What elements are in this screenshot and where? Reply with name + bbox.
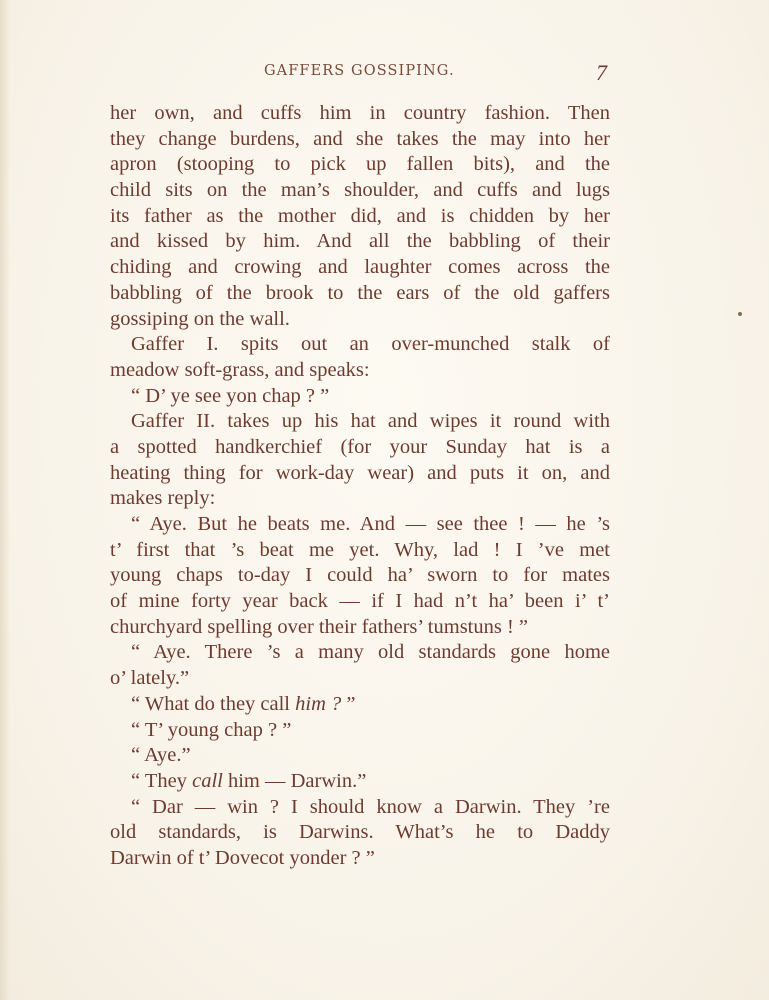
text-segment: “ What do they call (131, 692, 296, 715)
text-line: heating thing for work-day wear) and puts it on, and (110, 461, 610, 484)
text-line: “ Aye. There ’s a many old standards gone home (131, 641, 610, 664)
text-line: “ Aye. But he beats me. And — see thee ! — he ’s (131, 513, 610, 535)
text-line: Gaffer II. takes up his hat and wipes it round with (131, 410, 610, 433)
italic-text-segment: him ? (295, 692, 342, 715)
text-line: its father as the mother did, and is chidden by her (110, 204, 610, 227)
text-line: chiding and crowing and laughter comes across the (110, 256, 610, 279)
text-line: child sits on the man’s shoulder, and cuffs and lugs (110, 179, 610, 202)
text-line: gossiping on the wall. (110, 307, 290, 330)
page-header (0, 60, 769, 90)
text-line: of mine forty year back — if I had n’t ha’ been i’ t’ (110, 590, 610, 613)
text-line: young chaps to-day I could ha’ sworn to for mates (110, 564, 610, 587)
text-line: a spotted handkerchief (for your Sunday hat is a (110, 435, 610, 458)
italic-text-segment: call (192, 769, 223, 792)
text-line: churchyard spelling over their fathers’ tumstuns ! ” (110, 615, 529, 638)
text-segment: him — Darwin.” (222, 769, 367, 792)
text-line: her own, and cuffs him in country fashion. Then (110, 102, 610, 124)
text-line: “ Aye.” (131, 744, 191, 767)
text-segment: ” (341, 692, 356, 715)
text-line: meadow soft-grass, and speaks: (110, 358, 370, 381)
text-line: apron (stooping to pick up fallen bits), and the (110, 153, 610, 176)
text-line: Gaffer I. spits out an over-munched stalk of (131, 333, 610, 356)
text-line: o’ lately.” (110, 667, 190, 690)
text-line: and kissed by him. And all the babbling of their (110, 230, 610, 253)
running-head: GAFFERS GOSSIPING. (264, 63, 455, 79)
text-line: “ Dar — win ? I should know a Darwin. They ’re (131, 795, 610, 818)
text-line: babbling of the brook to the ears of the old gaffers (110, 281, 610, 304)
text-line: they change burdens, and she takes the may into her (110, 127, 610, 150)
text-line (110, 769, 610, 795)
text-line: makes reply: (110, 487, 216, 510)
text-line: old standards, is Darwins. What’s he to Daddy (110, 821, 610, 844)
page-edge-shadow (0, 0, 10, 1000)
text-segment: “ They (131, 769, 193, 792)
text-line: t’ first that ’s beat me yet. Why, lad ! I ’ve met (110, 538, 610, 561)
text-line (110, 692, 610, 718)
text-line: “ T’ young chap ? ” (131, 718, 292, 741)
body-text (110, 101, 610, 872)
text-line: Darwin of t’ Dovecot yonder ? ” (110, 846, 375, 869)
text-line: “ D’ ye see yon chap ? ” (131, 384, 330, 407)
page-number: 7 (596, 60, 607, 85)
paper-speck (738, 312, 742, 316)
